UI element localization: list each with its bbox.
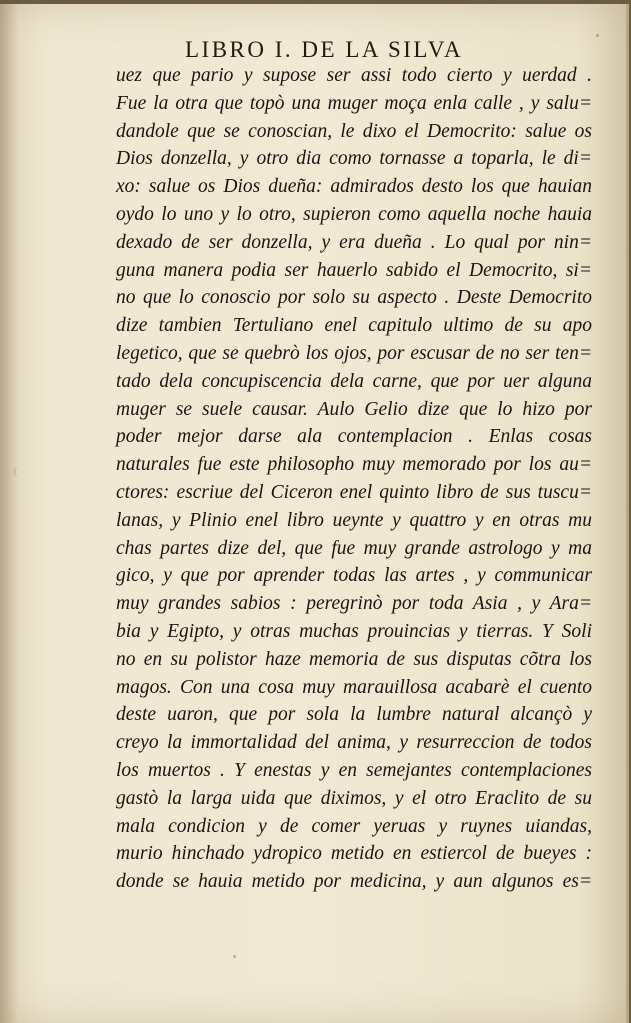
text-line: legetico, que se quebrò los ojos, por escusar de no ser ten= [116, 342, 592, 364]
text-line: deste uaron, que por sola la lumbre natural alcançò y [116, 704, 592, 726]
text-line: dize tambien Tertuliano enel capitulo ultimo de su apo [116, 315, 592, 337]
text-line: Fue la otra que topò una muger moça enla calle , y salu= [116, 92, 592, 114]
paper-crease [14, 466, 25, 478]
text-line: creyo la immortalidad del anima, y resurreccion de todos [116, 732, 592, 754]
text-line: chas partes dize del, que fue muy grande astrologo y ma [116, 537, 592, 559]
text-line: dexado de ser donzella, y era dueña . Lo qual por nin= [116, 231, 592, 253]
text-line: ctores: escriue del Ciceron enel quinto libro de sus tuscu= [116, 481, 592, 503]
text-line: los muertos . Y enestas y en semejantes contemplaciones [116, 759, 592, 781]
text-line: poder mejor darse ala contemplacion . Enlas cosas [116, 426, 592, 448]
text-line: no que lo conoscio por solo su aspecto . Deste Democrito [116, 287, 592, 309]
paper-fleck [596, 34, 599, 37]
text-line: gico, y que por aprender todas las artes , y communicar [116, 565, 592, 587]
text-line: guna manera podia ser hauerlo sabido el Democrito, si= [116, 259, 592, 281]
text-line: bia y Egipto, y otras muchas prouincias y tierras. Y Soli [116, 620, 592, 642]
text-line: murio hinchado ydropico metido en estiercol de bueyes : [116, 843, 592, 865]
text-line: mala condicion y de comer yeruas y ruynes uiandas, [116, 815, 592, 837]
body-text [116, 62, 592, 896]
text-line: Dios donzella, y otro dia como tornasse a toparla, le di= [116, 148, 592, 170]
text-line: muger se suele causar. Aulo Gelio dize que lo hizo por [116, 398, 592, 420]
gutter-shadow [0, 4, 18, 1023]
text-line: gastò la larga uida que diximos, y el otro Eraclito de su [116, 787, 592, 809]
text-line: oydo lo uno y lo otro, supieron como aquella noche hauia [116, 203, 592, 225]
text-line: magos. Con una cosa muy marauillosa acabarè el cuento [116, 676, 592, 698]
text-line: tado dela concupiscencia dela carne, que por uer alguna [116, 370, 592, 392]
text-line: uez que pario y supose ser assi todo cierto y uerdad . [116, 65, 592, 86]
text-line: lanas, y Plinio enel libro ueynte y quattro y en otras mu [116, 509, 592, 531]
book-page [0, 4, 629, 1023]
text-line: xo: salue os Dios dueña: admirados desto los que hauian [116, 176, 592, 198]
running-head: LIBRO I. DE LA SILVA [185, 37, 464, 62]
text-line: no en su polistor haze memoria de sus disputas cõtra los [116, 648, 592, 670]
paper-fleck [233, 955, 236, 958]
text-line: dandole que se conoscian, le dixo el Democrito: salue os [116, 120, 592, 142]
text-line: donde se hauia metido por medicina, y aun algunos es= [116, 871, 592, 893]
text-line: muy grandes sabios : peregrinò por toda Asia , y Ara= [116, 593, 592, 615]
text-line: naturales fue este philosopho muy memorado por los au= [116, 454, 592, 476]
